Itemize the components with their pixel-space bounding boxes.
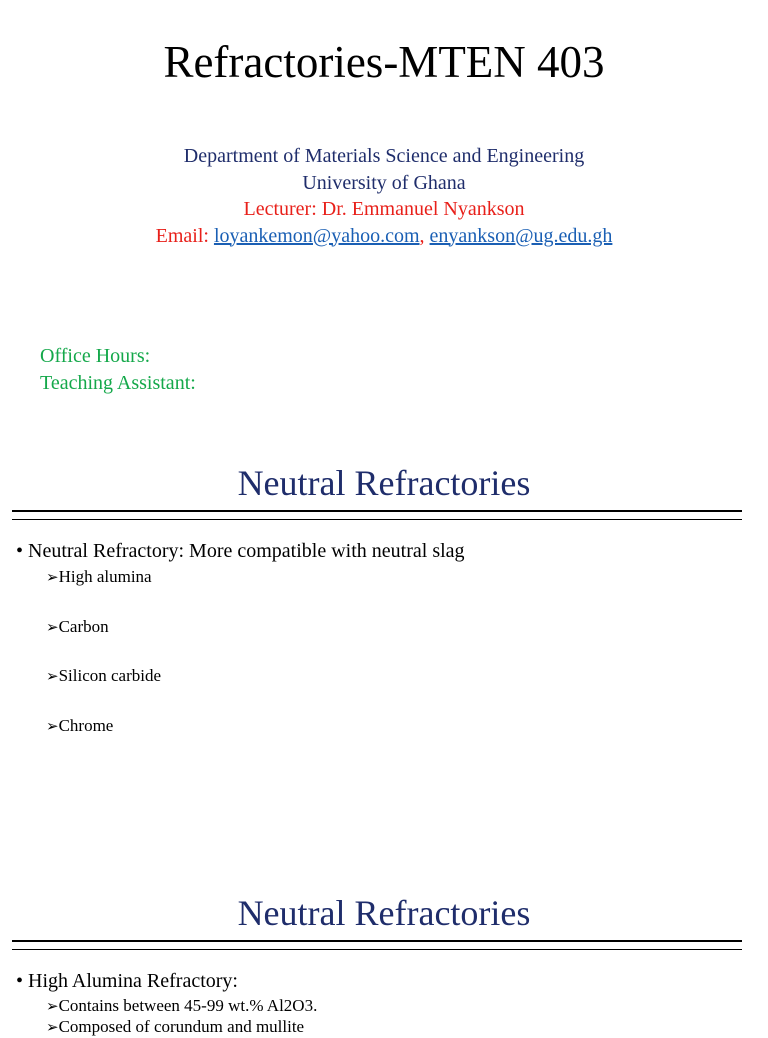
course-info: [0, 143, 768, 249]
email-line: [0, 223, 768, 250]
teaching-assistant-label: Teaching Assistant:: [40, 372, 196, 394]
bullet-dot-icon: •: [16, 540, 24, 562]
list-item-text: Contains between 45-99 wt.% Al2O3.: [58, 996, 318, 1015]
arrow-bullet-icon: ➢: [46, 1020, 59, 1036]
email-label: Email:: [155, 224, 214, 247]
slide-title: Neutral Refractories: [237, 893, 531, 933]
email-link-ug[interactable]: enyankson@ug.edu.gh: [429, 224, 613, 247]
list-item-text: Carbon: [58, 617, 109, 636]
bullet-text: Neutral Refractory: More compatible with neutral slag: [28, 540, 465, 562]
title-divider-thick: [12, 940, 742, 942]
office-info: [40, 343, 196, 397]
list-item: [46, 1017, 304, 1038]
list-item-text: Silicon carbide: [58, 666, 162, 685]
email-separator: ,: [419, 224, 425, 247]
title-divider-thick: [12, 510, 742, 512]
office-hours-label: Office Hours:: [40, 345, 151, 367]
email-link-yahoo[interactable]: loyankemon@yahoo.com: [213, 224, 420, 247]
list-item: [46, 996, 317, 1017]
department-text: Department of Materials Science and Engineering: [183, 145, 585, 167]
high-alumina-slide: [0, 860, 768, 1036]
list-item: [46, 567, 152, 588]
slide-title: Neutral Refractories: [237, 463, 531, 503]
list-item: [46, 666, 161, 687]
list-item-text: Composed of corundum and mullite: [58, 1017, 305, 1036]
list-item-text: High alumina: [58, 567, 152, 586]
title-divider-thin: [12, 519, 742, 520]
list-item: [46, 617, 109, 638]
course-title: Refractories-MTEN 403: [163, 37, 605, 87]
arrow-bullet-icon: ➢: [46, 669, 59, 685]
neutral-refractories-slide: [0, 430, 768, 860]
list-item-text: Chrome: [58, 716, 114, 735]
title-divider-thin: [12, 949, 742, 950]
bullet-point: [16, 969, 238, 993]
bullet-point: [16, 539, 465, 563]
list-item: [46, 716, 113, 737]
arrow-bullet-icon: ➢: [46, 620, 59, 636]
arrow-bullet-icon: ➢: [46, 570, 59, 586]
bullet-text: High Alumina Refractory:: [28, 970, 238, 992]
university-text: University of Ghana: [302, 171, 466, 194]
title-slide: [0, 0, 768, 430]
lecturer-text: Lecturer: Dr. Emmanuel Nyankson: [243, 198, 525, 220]
arrow-bullet-icon: ➢: [46, 719, 59, 735]
arrow-bullet-icon: ➢: [46, 999, 59, 1015]
bullet-dot-icon: •: [16, 970, 24, 992]
